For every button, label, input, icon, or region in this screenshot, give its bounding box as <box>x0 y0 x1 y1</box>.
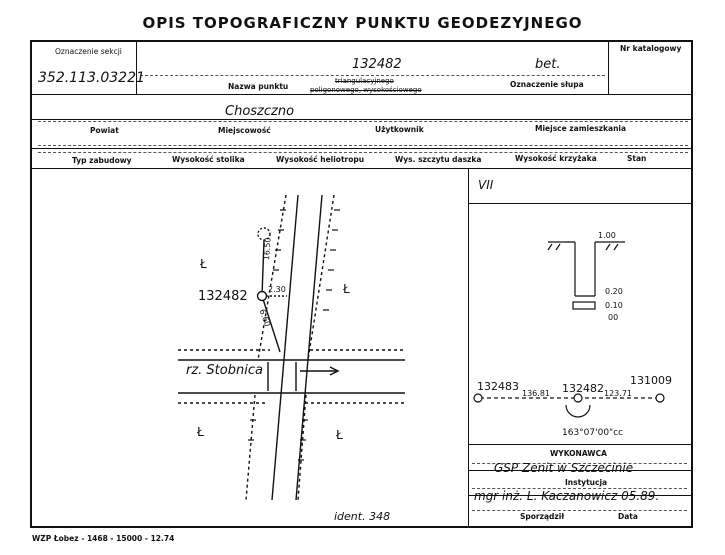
depth-label: 00 <box>608 313 619 322</box>
oznaczenie-slupa-label: Oznaczenie słupa <box>510 80 584 89</box>
land-use-marker: Ł <box>200 257 207 271</box>
miejsce-zamieszkania-label: Miejsce zamieszkania <box>535 124 627 133</box>
point-number: 132482 <box>352 57 402 72</box>
powiat-label: Powiat <box>90 126 119 135</box>
wys-szczytu-daszka-label: Wys. szczytu daszka <box>395 155 482 164</box>
land-use-marker: Ł <box>336 428 343 442</box>
wysokosc-stolika-label: Wysokość stolika <box>172 155 245 164</box>
ident-note: ident. 348 <box>334 510 391 523</box>
distance-label: 136.81 <box>522 389 550 398</box>
depth-label: 0.20 <box>605 287 623 296</box>
measurement-label: 16.50 <box>262 237 273 261</box>
neighbor-point-label: 132482 <box>562 382 604 395</box>
measurement-label: 6.60 <box>257 308 273 328</box>
wykonawca-label: WYKONAWCA <box>550 449 607 458</box>
station-point-label: 132482 <box>198 289 248 304</box>
wysokosc-krzyzaka-label: Wysokość krzyżaka <box>515 154 597 163</box>
sporzadzil-value: mgr inż. L. Kaczanowicz 05.89. <box>474 489 660 503</box>
nr-katalogowy-label: Nr katalogowy <box>620 44 682 53</box>
nazwa-punktu-label: Nazwa punktu <box>228 82 289 91</box>
miejscowosc-value: Choszczno <box>225 104 295 119</box>
document-title: OPIS TOPOGRAFICZNY PUNKTU GEODEZYJNEGO <box>142 14 583 32</box>
data-label: Data <box>618 512 638 521</box>
sporzadzil-label: Sporządził <box>520 512 565 521</box>
print-footer: WZP Łobez - 1468 - 15000 - 12.74 <box>32 534 175 543</box>
depth-label: 1.00 <box>598 231 616 240</box>
miejscowosc-label: Miejscowość <box>218 126 271 135</box>
typ-zabudowy-label: Typ zabudowy <box>72 156 132 165</box>
nazwa-option-1: triangulacyjnego <box>335 77 394 85</box>
nazwa-option-2: poligonowego, wysokościowego <box>310 86 422 94</box>
wysokosc-heliotropu-label: Wysokość heliotropu <box>276 155 365 164</box>
stan-label: Stan <box>627 154 647 163</box>
depth-label: 0.10 <box>605 301 623 310</box>
river-label: rz. Stobnica <box>186 363 263 378</box>
oznaczenie-sekcji-value: 352.113.03221 <box>38 70 145 86</box>
land-use-marker: Ł <box>197 425 204 439</box>
instytucja-label: Instytucja <box>565 478 608 487</box>
neighbor-point-label: 131009 <box>630 374 672 387</box>
angle-label: 163°07'00"cc <box>562 428 624 438</box>
uzytkownik-label: Użytkownik <box>375 125 424 134</box>
land-use-marker: Ł <box>343 282 350 296</box>
distance-label: 123.71 <box>604 389 632 398</box>
oznaczenie-sekcji-label: Oznaczenie sekcji <box>55 47 122 56</box>
wykonawca-value: GSP Zenit w Szczecinie <box>494 461 634 475</box>
neighbor-point-label: 132483 <box>477 380 519 393</box>
measurement-label: 2.30 <box>268 285 286 294</box>
category-label: VII <box>478 178 494 192</box>
oznaczenie-slupa-value: bet. <box>535 57 561 72</box>
